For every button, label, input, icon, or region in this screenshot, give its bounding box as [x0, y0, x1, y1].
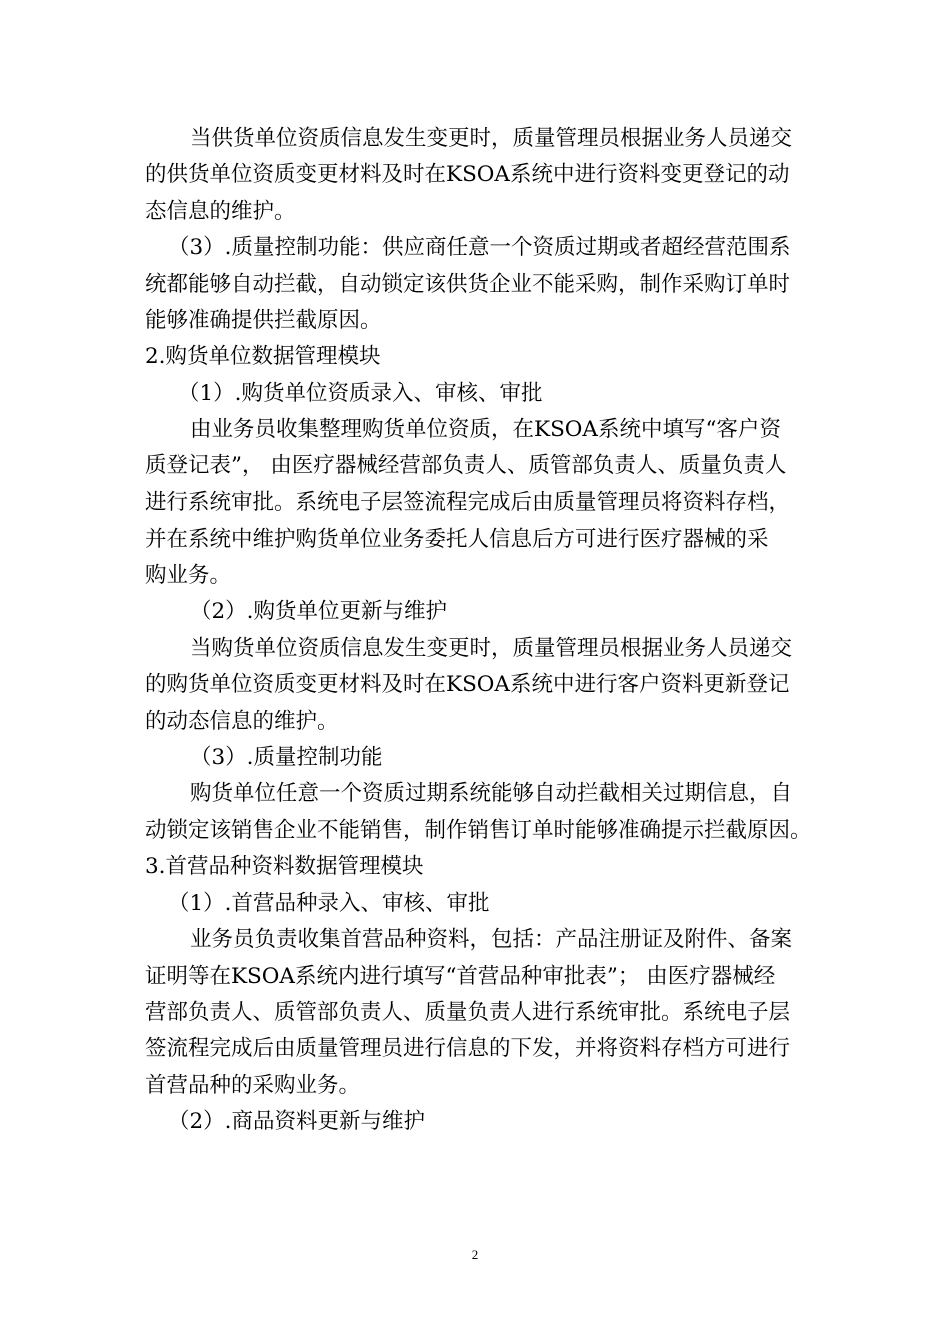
text-line: 的购货单位资质变更材料及时在KSOA系统中进行客户资料更新登记: [145, 672, 790, 697]
text-line: 态信息的维护。: [145, 199, 296, 224]
text-line: 的供货单位资质变更材料及时在KSOA系统中进行资料变更登记的动: [145, 162, 790, 187]
subsection-heading: （2）.购货单位更新与维护: [190, 599, 448, 624]
page-number: 2: [471, 1247, 479, 1262]
text-line: 营部负责人、质管部负责人、质量负责人进行系统审批。系统电子层: [145, 1000, 791, 1025]
text-line: 质登记表”， 由医疗器械经营部负责人、质管部负责人、质量负责人: [145, 453, 787, 478]
subsection-heading: （2）.商品资料更新与维护: [168, 1109, 426, 1134]
text-line: 当购货单位资质信息发生变更时，质量管理员根据业务人员递交: [190, 636, 793, 661]
section-heading: 2.购货单位数据管理模块: [145, 344, 381, 369]
text-line: 签流程完成后由质量管理员进行信息的下发，并将资料存档方可进行: [145, 1036, 791, 1061]
text-line: 动锁定该销售企业不能销售，制作销售订单时能够准确提示拦截原因。: [145, 818, 812, 843]
text-line: 购货单位任意一个资质过期系统能够自动拦截相关过期信息，自: [190, 781, 793, 806]
text-line: 由业务员收集整理购货单位资质，在KSOA系统中填写“客户资: [190, 417, 781, 442]
section-heading: 3.首营品种资料数据管理模块: [145, 854, 424, 879]
text-line: 首营品种的采购业务。: [145, 1073, 361, 1098]
text-line: 购业务。: [145, 563, 232, 588]
text-line: 统都能够自动拦截，自动锁定该供货企业不能采购，制作采购订单时: [145, 272, 791, 297]
text-line: 并在系统中维护购货单位业务委托人信息后方可进行医疗器械的采: [145, 527, 769, 552]
text-line: 能够准确提供拦截原因。: [145, 308, 382, 333]
subsection-heading: （3）.质量控制功能: [190, 745, 383, 770]
text-line: 的动态信息的维护。: [145, 709, 339, 734]
text-line: 当供货单位资质信息发生变更时，质量管理员根据业务人员递交: [190, 126, 793, 151]
text-line: 业务员负责收集首营品种资料，包括：产品注册证及附件、备案: [190, 927, 793, 952]
subsection-heading: （1）.首营品种录入、审核、审批: [168, 891, 490, 916]
text-line: 证明等在KSOA系统内进行填写“首营品种审批表”； 由医疗器械经: [145, 964, 776, 989]
subsection-heading: （1）.购货单位资质录入、审核、审批: [178, 381, 543, 406]
text-line: （3）.质量控制功能：供应商任意一个资质过期或者超经营范围系: [168, 235, 791, 260]
text-line: 进行系统审批。系统电子层签流程完成后由质量管理员将资料存档，: [145, 490, 791, 515]
